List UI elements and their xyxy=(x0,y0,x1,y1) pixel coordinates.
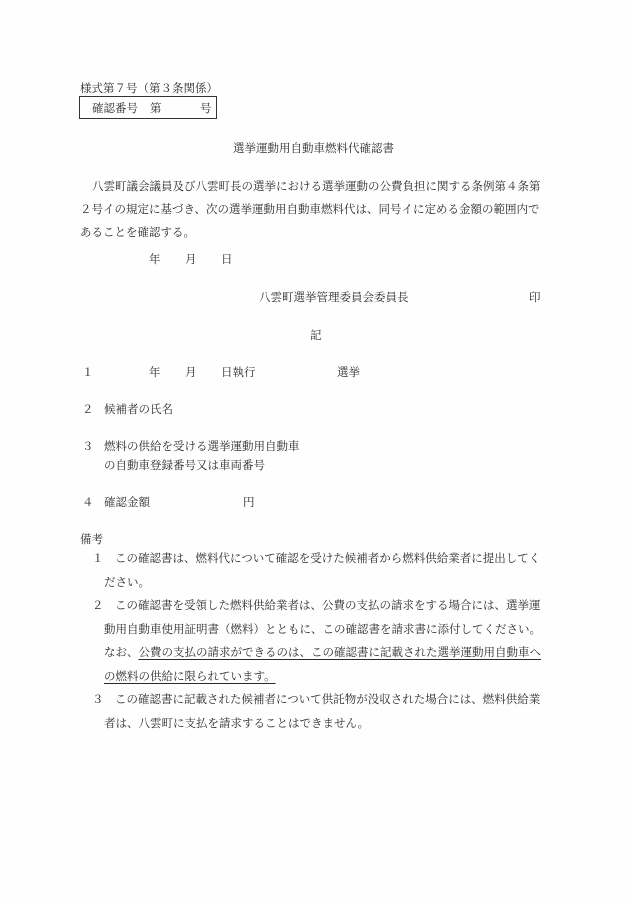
item-4-number: ４ xyxy=(82,495,94,509)
confirm-number-box xyxy=(79,96,217,119)
item-2-number: ２ xyxy=(82,402,94,416)
intro-paragraph xyxy=(80,175,560,244)
seal-mark: 印 xyxy=(529,290,541,304)
intro-line-1: 八雲町議会議員及び八雲町長の選挙における選挙運動の公費負担に関する条例第４条第 xyxy=(92,179,541,193)
remark-3 xyxy=(80,688,560,735)
item-4-label: 確認金額 xyxy=(104,495,150,509)
remark-1 xyxy=(80,547,560,594)
item-1-month: 月 xyxy=(185,365,197,379)
intro-line-2: ２号イの規定に基づき、次の選挙運動用自動車燃料代は、同号イに定める金額の範囲内で xyxy=(80,202,540,216)
confirm-number-dai: 第 xyxy=(150,101,162,115)
item-1-number: １ xyxy=(82,365,94,379)
document-title: 選挙運動用自動車燃料代確認書 xyxy=(233,141,394,155)
remark-1-line-1: １ この確認書は、燃料代について確認を受けた候補者から燃料供給業者に提出してく xyxy=(92,551,541,565)
remark-2-underlined-text-1: 公費の支払の請求ができるのは、この確認書に記載された選挙運動用自動車へ xyxy=(138,645,541,659)
item-1-election: 選挙 xyxy=(337,365,360,379)
form-number-label: 様式第７号（第３条関係） xyxy=(80,81,218,95)
item-1-day: 日執行 xyxy=(221,365,256,379)
remarks-heading: 備考 xyxy=(80,532,103,546)
remark-2 xyxy=(80,594,560,688)
remark-2-line-3-prefix: なお、 xyxy=(104,645,139,659)
remark-2-line-2: 動用自動車使用証明書（燃料）とともに、この確認書を請求書に添付してください。 xyxy=(104,621,541,636)
remark-2-line-3 xyxy=(80,641,560,665)
remark-3-line-1: ３ この確認書に記載された候補者について供託物が没収された場合には、燃料供給業 xyxy=(92,692,541,706)
date-year: 年 xyxy=(149,252,161,266)
confirm-number-label: 確認番号 xyxy=(92,101,138,115)
remark-2-line-4 xyxy=(80,665,560,689)
remark-2-line-1: ２ この確認書を受領した燃料供給業者は、公費の支払の請求をする場合には、選挙運 xyxy=(92,598,541,612)
confirm-number-gou: 号 xyxy=(200,101,212,115)
issuer-title: 八雲町選挙管理委員会委員長 xyxy=(259,290,409,304)
date-month: 月 xyxy=(185,252,197,266)
item-4-yen: 円 xyxy=(243,495,255,509)
ki-heading: 記 xyxy=(310,328,322,342)
item-3-number: ３ xyxy=(82,439,94,453)
item-2-label: 候補者の氏名 xyxy=(104,402,173,416)
remark-3-line-2: 者は、八雲町に支払を請求することはできません。 xyxy=(104,715,370,730)
remark-2-underlined-text-2: の燃料の供給に限られています。 xyxy=(104,668,276,683)
item-1-year: 年 xyxy=(149,365,161,379)
item-3-line-1: 燃料の供給を受ける選挙運動用自動車 xyxy=(104,439,300,453)
item-3-line-2: の自動車登録番号又は車両番号 xyxy=(104,458,265,472)
date-day: 日 xyxy=(221,252,233,266)
intro-line-3: あることを確認する。 xyxy=(80,225,195,239)
remark-1-line-2: ださい。 xyxy=(104,574,150,589)
